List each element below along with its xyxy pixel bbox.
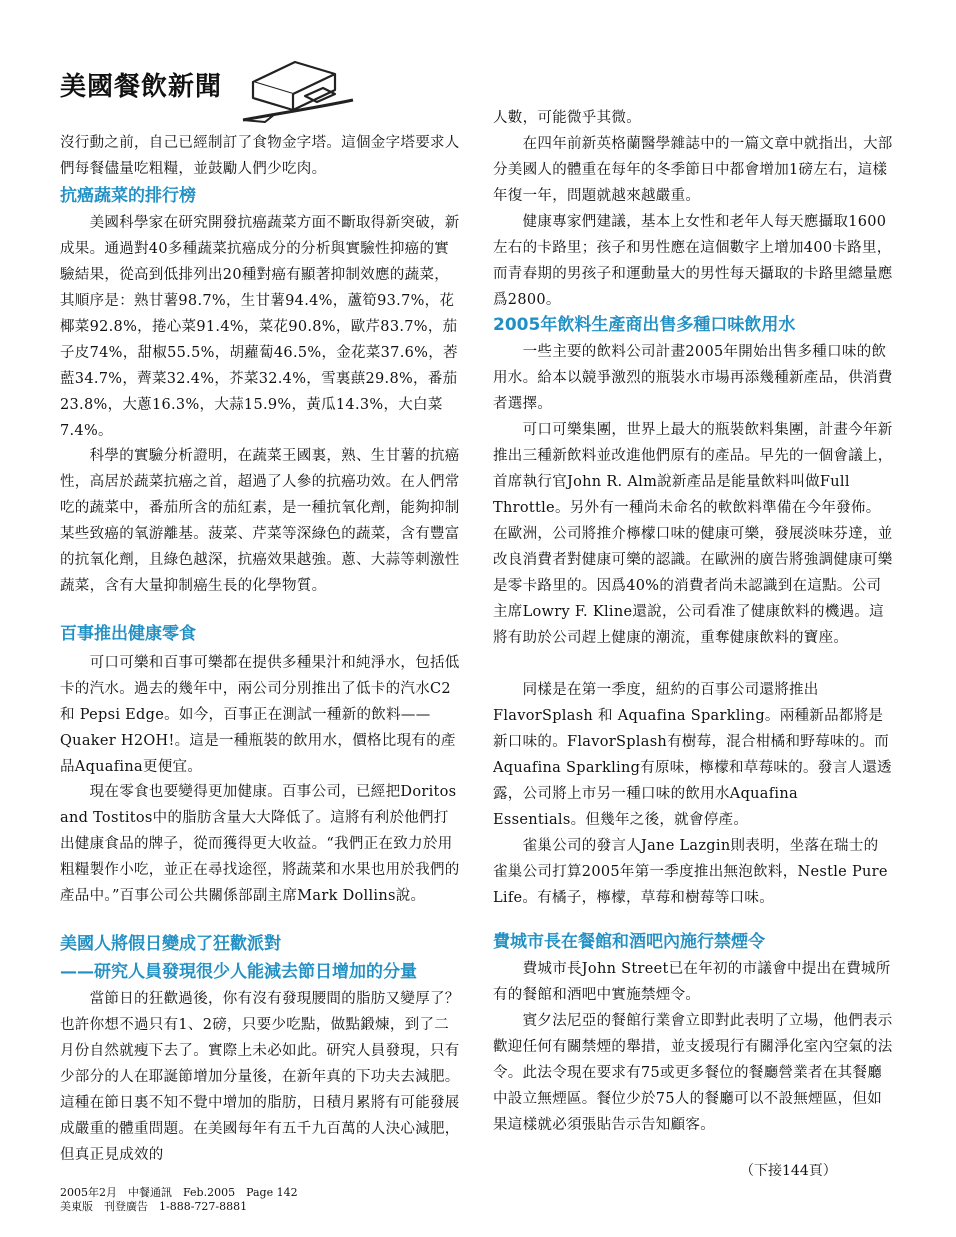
page-footer xyxy=(60,1186,298,1214)
right-paragraph-5: 可口可樂集團，世界上最大的瓶裝飲料集團，計畫今年新推出三種新飲料並改進他們原有的產品。早先的一個會議上，首席執行官John R. Alm說新產品是能量飲料叫做Full Throttle。另外有一種尚未命名的軟飲料準備在今年發佈。在歐洲，公司將推介檸檬口味的健康可樂，發展淡味芬達，並改良消費者對健康可樂的認識。在歐洲的廣告將強調健康可樂是零卡路里的。因爲40%的消費者尚未認識到在這點。公司主席Lowry F. Kline還說，公司看准了健康飲料的機遇。這將有助於公司趕上健康的潮流，重奪健康飲料的寶座。 xyxy=(493,422,893,646)
butter-knife-icon xyxy=(235,52,365,127)
right-paragraph-8: 費城市長John Street已在年初的市議會中提出在費城所有的餐館和酒吧中實施禁煙令。 xyxy=(493,961,891,1003)
right-paragraph-3: 健康專家們建議，基本上女性和老年人每天應攝取1600左右的卡路里；孩子和男性應在這個數字上增加400卡路里，而青春期的男孩子和運動量大的男性每天攝取的卡路里總量應爲2800。 xyxy=(493,214,893,308)
right-paragraph-6: 同樣是在第一季度，紐約的百事公司還將推出FlavorSplash 和 Aquafina Sparkling。兩種新品都將是新口味的。FlavorSplash有樹莓，混合柑橘和野莓味的。而Aquafina Sparkling有原味，檸檬和草莓味的。發言人還透露，公司將上市另一種口味的飲用水Aquafina Essentials。但幾年之後，就會停產。 xyxy=(493,682,892,828)
right-paragraph-7: 雀巢公司的發言人Jane Lazgin則表明，坐落在瑞士的雀巢公司打算2005年第一季度推出無泡飲料，Nestle Pure Life。有橘子，檸檬，草莓和樹莓等口味。 xyxy=(493,838,888,906)
left-paragraph-4: 可口可樂和百事可樂都在提供多種果汁和純淨水，包括低卡的汽水。過去的幾年中，兩公司分別推出了低卡的汽水C2 和 Pepsi Edge。如今，百事正在測試一種新的飲料——Quaker H2OH!。這是一種瓶裝的飲用水，價格比現有的產品Aquafina更便宜。 xyxy=(60,655,460,775)
heading-pepsi-healthy-snacks: 百事推出健康零食 xyxy=(60,624,196,644)
masthead-title: 美國餐飲新聞 xyxy=(60,72,223,102)
subheading-holiday-weight: ——研究人員發現很少人能減去節日增加的分量 xyxy=(60,962,417,982)
right-paragraph-4: 一些主要的飲料公司計畫2005年開始出售多種口味的飲用水。給本以競爭激烈的瓶裝水市場再添幾種新產品，供消費者選擇。 xyxy=(493,344,893,412)
right-paragraph-1: 人數，可能微乎其微。 xyxy=(493,110,641,126)
heading-anticancer-vegetables: 抗癌蔬菜的排行榜 xyxy=(60,186,196,206)
footer-line-2: 美東版 刊登廣告 1-888-727-8881 xyxy=(60,1200,248,1213)
footer-line-1: 2005年2月 中餐通訊 Feb.2005 Page 142 xyxy=(60,1186,298,1199)
heading-philadelphia-smoking-ban: 費城市長在餐館和酒吧內施行禁煙令 xyxy=(493,932,765,952)
right-paragraph-9: 賓夕法尼亞的餐館行業會立即對此表明了立場，他們表示歡迎任何有關禁煙的舉措，並支援現行有關淨化室內空氣的法令。此法令現在要求有75或更多餐位的餐廳營業者在其餐廳中設立無煙區。餐位少於75人的餐廳可以不設無煙區，但如果這樣就必須張貼告示告知顧客。 xyxy=(493,1013,893,1133)
left-paragraph-1: 沒行動之前，自己已經制訂了食物金字塔。這個金字塔要求人們每餐儘量吃粗糧，並鼓勵人們少吃肉。 xyxy=(60,135,460,177)
heading-holiday-party: 美國人將假日變成了狂歡派對 xyxy=(60,934,281,954)
heading-flavored-water: 2005年飲料生產商出售多種口味飲用水 xyxy=(493,315,796,335)
right-paragraph-2: 在四年前新英格蘭醫學雜誌中的一篇文章中就指出，大部分美國人的體重在每年的冬季節日中都會增加1磅左右，這樣年復一年，問題就越來越嚴重。 xyxy=(493,136,893,204)
left-paragraph-3: 科學的實驗分析證明，在蔬菜王國裏，熟、生甘薯的抗癌性，高居於蔬菜抗癌之首，超過了人參的抗癌功效。在人們常吃的蔬菜中，番茄所含的茄紅素，是一種抗氧化劑，能夠抑制某些致癌的氧游離基。菠菜、芹菜等深綠色的蔬菜，含有豐富的抗氧化劑，且綠色越深，抗癌效果越強。蔥、大蒜等刺激性蔬菜，含有大量抑制癌生長的化學物質。 xyxy=(60,448,460,594)
left-paragraph-5: 現在零食也要變得更加健康。百事公司，已經把Doritos and Tostitos中的脂肪含量大大降低了。這將有利於他們打出健康食品的牌子，從而獲得更大收益。“我們正在致力於用粗糧製作小吃，並正在尋找途徑，將蔬菜和水果也用於我們的產品中。”百事公司公共關係部副主席Mark Dollins說。 xyxy=(60,784,460,904)
left-paragraph-2: 美國科學家在研究開發抗癌蔬菜方面不斷取得新突破，新成果。通過對40多種蔬菜抗癌成分的分析與實驗性抑癌的實驗結果，從高到低排列出20種對癌有顯著抑制效應的蔬菜，其順序是：熟甘薯98.7%，生甘薯94.4%，蘆筍93.7%，花椰菜92.8%，捲心菜91.4%，菜花90.8%，歐芹83.7%，茄子皮74%，甜椒55.5%，胡蘿蔔46.5%，金花菜37.6%，莕藍34.7%，薺菜32.4%，芥菜32.4%，雪裏蕻29.8%，番茄23.8%，大蔥16.3%，大蒜15.9%，黃瓜14.3%，大白菜7.4%。 xyxy=(60,215,460,439)
continued-notice: （下接144頁） xyxy=(740,1163,837,1179)
left-paragraph-6: 當節日的狂歡過後，你有沒有發現腰間的脂肪又變厚了？也許你想不過只有1、2磅，只要少吃點，做點鍛煉，到了二月份自然就瘦下去了。實際上未必如此。研究人員發現，只有少部分的人在耶誕節增加分量後，在新年真的下功夫去減肥。這種在節日裏不知不覺中增加的脂肪，日積月累將有可能發展成嚴重的體重問題。在美國每年有五千九百萬的人決心減肥，但真正見成效的 xyxy=(60,991,460,1163)
